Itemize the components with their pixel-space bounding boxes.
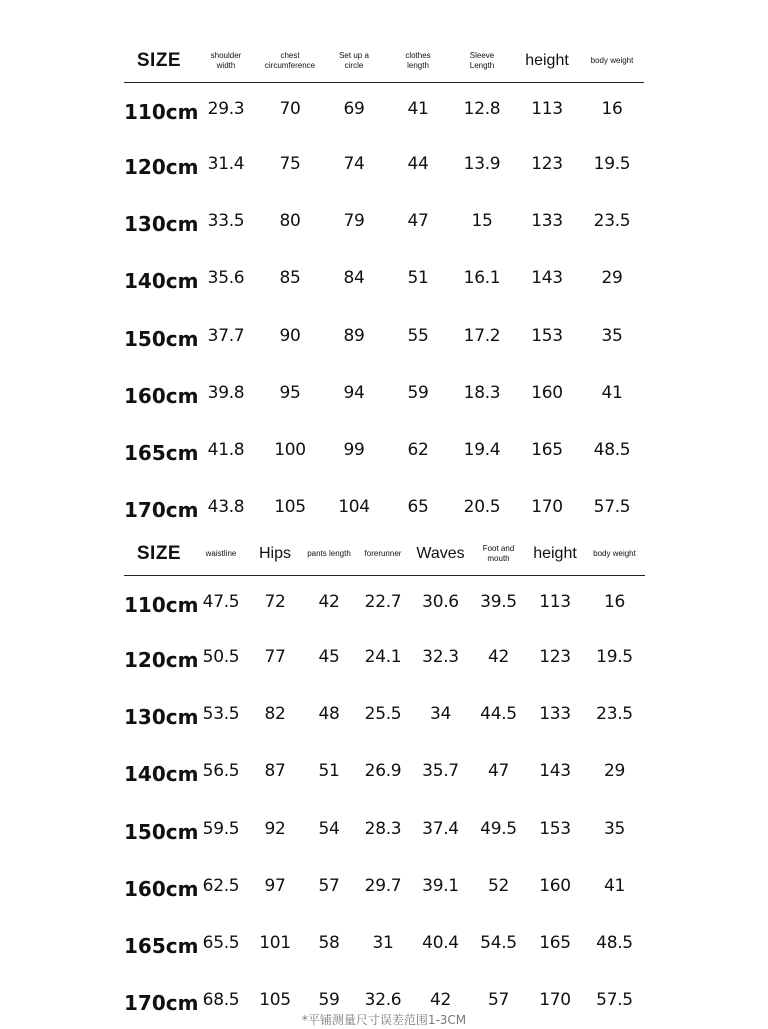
size-label: 160cm (124, 364, 194, 421)
bottom-header-cell (410, 533, 471, 576)
bottom-header-cell (584, 533, 645, 576)
measurement-value: 18.3 (450, 364, 514, 421)
table-row (124, 83, 644, 136)
measurement-value: 101 (248, 914, 302, 971)
measurement-value: 62.5 (194, 857, 248, 914)
measurement-value: 19.5 (584, 628, 645, 685)
measurement-value: 75 (258, 135, 322, 192)
top-header-label: Set up a circle (339, 51, 369, 71)
measurement-value: 54.5 (471, 914, 526, 971)
measurement-value: 29.3 (194, 83, 258, 136)
top-header-cell (194, 40, 258, 83)
measurement-value: 43.8 (194, 479, 258, 536)
table-row (124, 628, 645, 685)
top-header-label: SIZE (137, 49, 181, 73)
top-header-cell (258, 40, 322, 83)
measurement-value: 29 (584, 743, 645, 800)
size-label: 170cm (124, 972, 194, 1029)
measurement-value: 29 (580, 250, 644, 307)
bottom-header-label: forerunner (365, 549, 402, 559)
measurement-value: 92 (248, 800, 302, 857)
measurement-value: 30.6 (410, 576, 471, 629)
measurement-value: 105 (248, 972, 302, 1029)
measurement-value: 133 (514, 192, 580, 249)
measurement-value: 41 (386, 83, 450, 136)
measurement-value: 34 (410, 685, 471, 742)
bottom-header-row (124, 533, 645, 576)
size-label: 160cm (124, 857, 194, 914)
measurement-value: 51 (386, 250, 450, 307)
measurement-value: 97 (248, 857, 302, 914)
measurement-value: 165 (526, 914, 584, 971)
top-header-cell (322, 40, 386, 83)
measurement-value: 87 (248, 743, 302, 800)
size-label: 165cm (124, 421, 194, 478)
measurement-value: 31 (356, 914, 410, 971)
measurement-value: 19.4 (450, 421, 514, 478)
measurement-value: 44 (386, 135, 450, 192)
top-header-cell (450, 40, 514, 83)
measurement-value: 24.1 (356, 628, 410, 685)
measurement-value: 37.4 (410, 800, 471, 857)
top-header-label: height (525, 51, 569, 71)
bottom-header-cell (356, 533, 410, 576)
bottom-size-chart-table (124, 533, 645, 1029)
measurement-value: 160 (526, 857, 584, 914)
measurement-value: 52 (471, 857, 526, 914)
size-label: 140cm (124, 250, 194, 307)
measurement-value: 35 (580, 307, 644, 364)
measurement-value: 153 (514, 307, 580, 364)
measurement-value: 50.5 (194, 628, 248, 685)
measurement-value: 20.5 (450, 479, 514, 536)
top-table-header (124, 40, 644, 83)
measurement-value: 133 (526, 685, 584, 742)
bottom-header-cell (302, 533, 356, 576)
bottom-header-label: Hips (259, 544, 291, 564)
measurement-value: 57.5 (580, 479, 644, 536)
bottom-table-body (124, 576, 645, 1029)
measurement-value: 41 (580, 364, 644, 421)
measurement-value: 41 (584, 857, 645, 914)
measurement-value: 100 (258, 421, 322, 478)
measurement-value: 35 (584, 800, 645, 857)
measurement-value: 16 (580, 83, 644, 136)
table-row (124, 250, 644, 307)
table-row (124, 800, 645, 857)
bottom-header-cell (194, 533, 248, 576)
measurement-value: 59.5 (194, 800, 248, 857)
size-label: 165cm (124, 914, 194, 971)
measurement-value: 53.5 (194, 685, 248, 742)
measurement-value: 51 (302, 743, 356, 800)
table-row (124, 479, 644, 536)
measurement-value: 70 (258, 83, 322, 136)
measurement-value: 69 (322, 83, 386, 136)
measurement-value: 28.3 (356, 800, 410, 857)
top-table-body (124, 83, 644, 537)
measurement-value: 62 (386, 421, 450, 478)
measurement-value: 56.5 (194, 743, 248, 800)
measurement-value: 55 (386, 307, 450, 364)
measurement-value: 123 (526, 628, 584, 685)
measurement-value: 47 (386, 192, 450, 249)
measurement-value: 89 (322, 307, 386, 364)
measurement-value: 40.4 (410, 914, 471, 971)
bottom-header-label: height (533, 544, 577, 564)
measurement-value: 35.7 (410, 743, 471, 800)
table-row (124, 685, 645, 742)
measurement-value: 48.5 (584, 914, 645, 971)
bottom-header-label: body weight (593, 549, 636, 559)
measurement-value: 32.3 (410, 628, 471, 685)
measurement-value: 65 (386, 479, 450, 536)
table-row (124, 421, 644, 478)
measurement-value: 105 (258, 479, 322, 536)
measurement-value: 57 (302, 857, 356, 914)
measurement-value: 59 (302, 972, 356, 1029)
size-label: 110cm (124, 576, 194, 629)
measurement-value: 45 (302, 628, 356, 685)
measurement-note: *平铺测量尺寸误差范围1-3CM (0, 1011, 768, 1028)
top-header-label: body weight (591, 56, 634, 66)
size-label: 130cm (124, 192, 194, 249)
measurement-value: 16.1 (450, 250, 514, 307)
measurement-value: 33.5 (194, 192, 258, 249)
top-header-label: Sleeve Length (470, 51, 494, 71)
measurement-value: 23.5 (580, 192, 644, 249)
measurement-value: 15 (450, 192, 514, 249)
bottom-header-label: waistline (206, 549, 237, 559)
measurement-value: 42 (471, 628, 526, 685)
measurement-value: 48 (302, 685, 356, 742)
measurement-value: 85 (258, 250, 322, 307)
size-label: 140cm (124, 743, 194, 800)
measurement-value: 29.7 (356, 857, 410, 914)
measurement-value: 90 (258, 307, 322, 364)
bottom-header-label: Waves (416, 544, 464, 564)
bottom-header-cell (248, 533, 302, 576)
measurement-value: 77 (248, 628, 302, 685)
bottom-header-label: pants length (307, 549, 351, 559)
measurement-value: 104 (322, 479, 386, 536)
measurement-value: 113 (514, 83, 580, 136)
measurement-value: 57.5 (584, 972, 645, 1029)
measurement-value: 54 (302, 800, 356, 857)
size-label: 120cm (124, 628, 194, 685)
measurement-value: 68.5 (194, 972, 248, 1029)
measurement-value: 32.6 (356, 972, 410, 1029)
table-row (124, 307, 644, 364)
measurement-value: 42 (410, 972, 471, 1029)
measurement-value: 26.9 (356, 743, 410, 800)
measurement-value: 41.8 (194, 421, 258, 478)
measurement-value: 99 (322, 421, 386, 478)
size-label: 150cm (124, 800, 194, 857)
measurement-value: 123 (514, 135, 580, 192)
measurement-value: 12.8 (450, 83, 514, 136)
measurement-value: 153 (526, 800, 584, 857)
top-header-label: shoulder width (211, 51, 242, 71)
top-header-cell (580, 40, 644, 83)
measurement-value: 25.5 (356, 685, 410, 742)
table-row (124, 135, 644, 192)
measurement-value: 37.7 (194, 307, 258, 364)
top-header-label: clothes length (405, 51, 430, 71)
measurement-value: 31.4 (194, 135, 258, 192)
top-header-row (124, 40, 644, 83)
table-row (124, 192, 644, 249)
top-header-cell (386, 40, 450, 83)
top-size-chart-table (124, 40, 644, 536)
measurement-value: 82 (248, 685, 302, 742)
size-label: 170cm (124, 479, 194, 536)
measurement-value: 72 (248, 576, 302, 629)
measurement-value: 16 (584, 576, 645, 629)
measurement-value: 39.1 (410, 857, 471, 914)
measurement-value: 143 (514, 250, 580, 307)
bottom-table-header (124, 533, 645, 576)
measurement-value: 39.8 (194, 364, 258, 421)
measurement-value: 170 (526, 972, 584, 1029)
measurement-value: 23.5 (584, 685, 645, 742)
bottom-header-cell (526, 533, 584, 576)
measurement-value: 19.5 (580, 135, 644, 192)
measurement-value: 79 (322, 192, 386, 249)
measurement-value: 35.6 (194, 250, 258, 307)
size-label: 130cm (124, 685, 194, 742)
bottom-header-cell (471, 533, 526, 576)
measurement-value: 49.5 (471, 800, 526, 857)
table-row (124, 857, 645, 914)
measurement-value: 13.9 (450, 135, 514, 192)
measurement-value: 84 (322, 250, 386, 307)
table-row (124, 914, 645, 971)
top-header-label: chest circumference (265, 51, 315, 71)
bottom-header-label: SIZE (137, 542, 181, 566)
measurement-value: 165 (514, 421, 580, 478)
measurement-value: 47.5 (194, 576, 248, 629)
table-row (124, 576, 645, 629)
measurement-value: 113 (526, 576, 584, 629)
measurement-value: 74 (322, 135, 386, 192)
measurement-value: 65.5 (194, 914, 248, 971)
measurement-value: 94 (322, 364, 386, 421)
measurement-value: 95 (258, 364, 322, 421)
bottom-header-label: Foot and mouth (483, 544, 515, 564)
measurement-value: 22.7 (356, 576, 410, 629)
top-header-cell (514, 40, 580, 83)
size-label: 110cm (124, 83, 194, 136)
measurement-value: 143 (526, 743, 584, 800)
size-label: 120cm (124, 135, 194, 192)
table-row (124, 364, 644, 421)
measurement-value: 17.2 (450, 307, 514, 364)
size-label: 150cm (124, 307, 194, 364)
bottom-header-cell (124, 533, 194, 576)
top-header-cell (124, 40, 194, 83)
measurement-value: 59 (386, 364, 450, 421)
measurement-value: 57 (471, 972, 526, 1029)
measurement-value: 160 (514, 364, 580, 421)
measurement-value: 39.5 (471, 576, 526, 629)
table-row (124, 743, 645, 800)
measurement-value: 47 (471, 743, 526, 800)
measurement-value: 42 (302, 576, 356, 629)
measurement-value: 44.5 (471, 685, 526, 742)
measurement-value: 80 (258, 192, 322, 249)
measurement-value: 58 (302, 914, 356, 971)
measurement-value: 170 (514, 479, 580, 536)
measurement-value: 48.5 (580, 421, 644, 478)
